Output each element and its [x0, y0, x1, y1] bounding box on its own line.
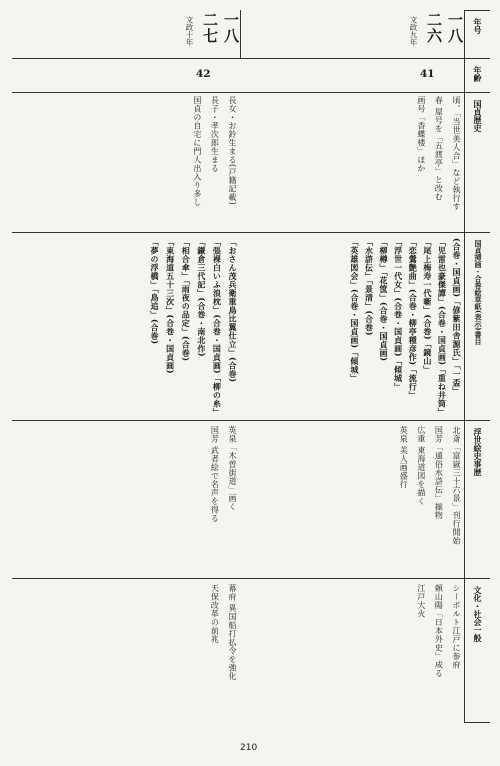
- label-culture: 文化・社会一般: [473, 586, 483, 642]
- works-line: 「柳樽」「花筺」(合巻・国貞画): [379, 238, 390, 362]
- works-line: 「浮世一代女」(合巻・国貞画)「傾城」: [393, 238, 404, 392]
- history-line: 長子・孝次郎生まる: [210, 96, 220, 173]
- page-number: 210: [240, 743, 258, 753]
- world-line: 英泉「木曽街道」画く: [228, 426, 237, 511]
- culture-line: 幕府 異国船打払令を強化: [228, 584, 237, 681]
- world-line: 英泉 美人画盛行: [399, 426, 409, 489]
- world-1826: [248, 426, 462, 574]
- label-works: 国貞挿画・合巻絵草紙(表示)書目: [474, 240, 483, 345]
- works-line: 「児雷也豪傑譚」(合巻・国貞画)「重ね井筒」: [437, 238, 448, 417]
- works-line: 「恋鶯艶曲」(合巻・柳亭種彦作)「流行」: [408, 238, 419, 400]
- world-line: 国芳 武者絵で名声を得る: [210, 426, 220, 523]
- label-world: 浮世絵史事歴: [473, 428, 483, 476]
- culture-1827: [14, 584, 238, 720]
- history-line: 頃、「当世美人合」など執行す: [452, 96, 461, 211]
- works-line: 「尾上梅寿一代噺」(合巻)「鏡山」: [422, 238, 433, 375]
- works-line: 「東海道五十三次」(合巻・国貞画): [165, 238, 176, 375]
- culture-line: 天保改革の前兆: [210, 584, 220, 644]
- world-1827: [14, 426, 238, 574]
- works-1826: [248, 238, 462, 416]
- culture-line: シーボルト江戸に参府: [452, 584, 461, 669]
- works-1827: [14, 238, 238, 416]
- works-line: 「おさん茂兵衛重鳥比翼仕立」(合巻): [228, 238, 238, 383]
- label-year: 年号: [473, 18, 483, 34]
- history-line: 国貞の自宅に門人出入り多し: [192, 96, 202, 207]
- year-1827: 一八二七: [201, 12, 240, 44]
- label-history: 国貞歴史: [473, 100, 483, 132]
- world-line: 北斎「富嶽三十六景」刊行開始: [452, 426, 461, 545]
- culture-line: 頼山陽「日本外史」成る: [434, 584, 444, 678]
- history-1826: [248, 96, 462, 228]
- works-line: 「夢の浮橋」「鳥追」(合巻): [150, 238, 161, 345]
- year-cell-1826: [248, 10, 462, 58]
- works-line: 「張裸白いふ浪枕」(合巻・国貞画)「柳の糸」: [212, 238, 223, 417]
- era-1827: 文政十年: [185, 16, 194, 46]
- world-line: 国芳「通俗水滸伝」揃物: [434, 426, 444, 520]
- history-line: 春 屋号を「五渡亭」と改む: [434, 96, 444, 202]
- works-line: 「水滸伝」「景清」(合巻): [364, 238, 375, 337]
- year-cell-1827: [14, 10, 238, 58]
- works-line: 「鎌倉三代記」(合巻・南北作): [196, 238, 207, 358]
- era-1826: 文政九年: [409, 16, 418, 46]
- works-line: (合巻・国貞画)「偐紫田舎源氏」「一盃」: [452, 238, 462, 396]
- culture-line: 江戸大火: [416, 584, 426, 618]
- age-1827: 42: [196, 68, 211, 80]
- history-line: 画号「香蝶楼」ほか: [416, 96, 426, 173]
- year-1826: 一八二六: [425, 12, 464, 44]
- history-line: 長女・お鈴生まる(戸籍記載): [228, 96, 237, 206]
- works-line: 「相合傘」「雨夜の品定」(合巻): [181, 238, 192, 362]
- world-line: 広重 東海道図を描く: [416, 426, 426, 506]
- culture-1826: [248, 584, 462, 720]
- age-1826: 41: [420, 68, 435, 80]
- history-1827: [14, 96, 238, 228]
- works-line: 「英雄図会」(合巻・国貞画)「傾城」: [349, 238, 360, 383]
- label-age: 年齢: [473, 66, 483, 82]
